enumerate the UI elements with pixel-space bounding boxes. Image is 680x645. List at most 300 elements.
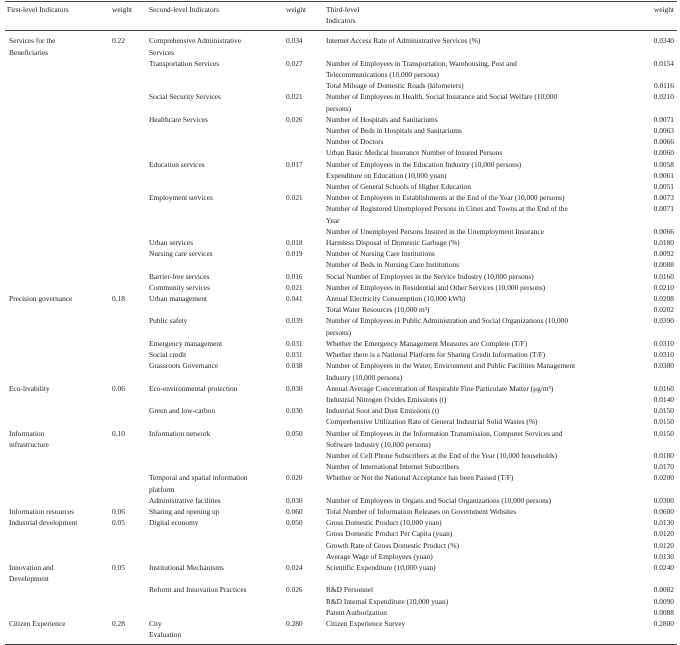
first-weight-cell [110, 360, 147, 382]
first-weight-cell [110, 495, 147, 506]
third-weight-cell: 0.2800 [634, 618, 677, 645]
second-level-cell: Grassroots Governance [149, 361, 219, 371]
third-weight-cell: 0.0090 [653, 596, 674, 606]
table-row [5, 349, 677, 360]
second-weight-cell [284, 80, 324, 91]
third-level-cell: Number of Doctors [326, 137, 384, 147]
second-level-cell: Comprehensive Administrative Services [149, 36, 242, 57]
table-row [5, 159, 677, 170]
table-row [5, 147, 677, 158]
first-level-cell [5, 136, 110, 147]
second-level-cell: Sharing and opening up [149, 506, 220, 516]
second-weight-cell [284, 450, 324, 461]
third-weight-cell: 0.0208 [653, 294, 674, 304]
first-level-cell [5, 226, 110, 237]
first-weight-cell [110, 405, 147, 416]
second-level-cell: Green and low-carbon [149, 406, 216, 416]
indicator-table [5, 1, 677, 645]
third-level-cell: Patent Authorization [326, 607, 387, 617]
table-row [5, 259, 677, 270]
third-level-cell: Industrial Soot and Dust Emissions (t) [326, 406, 440, 416]
third-weight-cell: 0.0120 [653, 529, 674, 539]
table-row [5, 237, 677, 248]
third-level-cell: Number of International Internet Subscribers [326, 462, 459, 472]
first-level-cell [5, 405, 110, 416]
second-level-cell [147, 136, 284, 147]
first-weight-cell: 0.06 [112, 506, 125, 516]
table-row [5, 136, 677, 147]
third-level-cell: Number of Employees in Health, Social Insurance and Social Welfare (10,000 persons) [326, 92, 558, 113]
first-level-cell [5, 192, 110, 203]
second-weight-cell [284, 607, 324, 618]
first-weight-cell [110, 226, 147, 237]
third-weight-cell: 0.0071 [653, 204, 674, 214]
third-level-cell: Scientific Expenditure (10,000 yuan) [326, 562, 436, 572]
third-weight-cell: 0.0210 [653, 282, 674, 292]
first-weight-cell [110, 203, 147, 225]
third-level-cell: Total Mileage of Domestic Roads (kilometers) [326, 81, 464, 91]
first-level-cell [5, 607, 110, 618]
second-level-cell: Employment services [149, 193, 213, 203]
third-weight-cell: 0.0063 [653, 126, 674, 136]
table-row [5, 472, 677, 494]
first-weight-cell: 0.10 [112, 428, 125, 438]
third-level-cell: Total Number of Information Releases on Government Websites [326, 506, 517, 516]
third-level-cell: Whether there is a National Platform for Sharing Credit Information (T/F) [326, 350, 546, 360]
first-level-cell [5, 282, 110, 293]
second-weight-cell [284, 304, 324, 315]
first-level-cell [5, 315, 110, 337]
third-level-cell: Social Number of Employees in the Service Industry (10,000 persons) [326, 271, 534, 281]
second-weight-cell [284, 596, 324, 607]
first-weight-cell: 0.22 [112, 36, 125, 46]
first-weight-cell [110, 338, 147, 349]
third-level-cell: Expenditure on Education (10,000 yuan) [326, 170, 447, 180]
third-level-cell: Number of Beds in Hospitals and Sanitariums [326, 126, 462, 136]
table-row [5, 58, 677, 80]
third-weight-cell: 0.0051 [653, 182, 674, 192]
second-weight-cell: 0.038 [286, 361, 303, 371]
table-row [5, 181, 677, 192]
second-weight-cell: 0.030 [286, 406, 303, 416]
first-weight-cell [110, 147, 147, 158]
third-level-header: Third-level Indicators [324, 2, 634, 31]
second-weight-header: weight [284, 2, 324, 31]
first-level-cell [5, 114, 110, 125]
second-level-cell: Urban management [149, 294, 208, 304]
second-level-cell: Reform and Innovation Practices [149, 585, 247, 595]
table-row [5, 125, 677, 136]
third-weight-cell: 0.0071 [653, 114, 674, 124]
table-body [5, 31, 677, 645]
second-level-cell: Temporal and spatial information platform [149, 473, 248, 494]
second-level-cell [147, 607, 284, 618]
first-weight-cell [110, 315, 147, 337]
first-weight-cell [110, 136, 147, 147]
third-level-cell: Number of General Schools of Higher Education [326, 182, 471, 192]
second-level-cell: Nursing care services [149, 249, 213, 259]
first-level-cell [5, 528, 110, 539]
table-row [5, 91, 677, 113]
table-row [5, 80, 677, 91]
second-level-cell [147, 528, 284, 539]
first-weight-cell [110, 450, 147, 461]
first-weight-cell [110, 248, 147, 259]
third-level-cell: Number of Employees in Residential and Other Services (10,000 persons) [326, 282, 546, 292]
second-level-cell: Eco-environmental protection [149, 383, 238, 393]
third-weight-header: weight [634, 2, 677, 31]
first-weight-cell [110, 237, 147, 248]
third-weight-cell: 0.0240 [653, 562, 674, 572]
second-level-cell [147, 259, 284, 270]
third-level-cell: Number of Employees in Organs and Social Organizations (10,000 persons) [326, 495, 552, 505]
first-weight-cell [110, 282, 147, 293]
table-row [5, 315, 677, 337]
first-weight-cell [110, 58, 147, 80]
second-weight-cell [284, 540, 324, 551]
table-row [5, 528, 677, 539]
second-level-cell: Urban services [149, 238, 194, 248]
first-level-cell: Innovation and Development [9, 562, 54, 584]
first-weight-header: weight [110, 2, 147, 31]
second-weight-cell: 0.280 [284, 618, 324, 645]
second-level-cell [147, 226, 284, 237]
table-row [5, 551, 677, 562]
second-level-cell: Institutional Mechanisms [149, 562, 224, 572]
first-weight-cell: 0.06 [112, 383, 125, 393]
second-level-cell: Healthcare Services [149, 114, 208, 124]
third-level-cell: Gross Domestic Product Per Capita (yuan) [326, 529, 453, 539]
table-row [5, 282, 677, 293]
second-weight-cell [284, 203, 324, 225]
table-row [5, 428, 677, 450]
first-weight-cell [110, 607, 147, 618]
table-row [5, 114, 677, 125]
table-header [5, 2, 677, 31]
third-weight-cell: 0.0180 [653, 450, 674, 460]
first-level-cell [5, 271, 110, 282]
third-level-cell: Urban Basic Medical Insurance Number of Insured Persons [326, 148, 503, 158]
second-weight-cell [284, 528, 324, 539]
first-level-cell [5, 304, 110, 315]
table-row [5, 506, 677, 517]
third-weight-cell: 0.0160 [653, 383, 674, 393]
second-weight-cell: 0.020 [286, 473, 303, 483]
first-level-cell [5, 584, 110, 595]
second-weight-cell [284, 416, 324, 427]
second-weight-cell [284, 147, 324, 158]
third-level-cell: Number of Employees in Public Administration and Social Organizations (10,000 persons) [326, 316, 569, 337]
third-weight-cell: 0.0150 [653, 428, 674, 438]
third-level-cell: Gross Domestic Product (10,000 yuan) [326, 518, 442, 528]
first-weight-cell [110, 192, 147, 203]
first-level-cell [5, 596, 110, 607]
second-level-cell: Digital economy [149, 518, 199, 528]
table-row [5, 226, 677, 237]
first-weight-cell [110, 80, 147, 91]
first-weight-cell [110, 114, 147, 125]
first-level-cell [5, 551, 110, 562]
first-weight-cell [110, 394, 147, 405]
third-level-cell: Number of Registered Unemployed Persons in Cities and Towns at the End of the Year [326, 204, 568, 225]
third-weight-cell: 0.0202 [653, 305, 674, 315]
second-weight-cell: 0.060 [286, 506, 303, 516]
first-level-cell [5, 540, 110, 551]
first-weight-cell: 0.18 [112, 294, 125, 304]
third-weight-cell: 0.0088 [653, 607, 674, 617]
second-level-cell: City Evaluation [147, 618, 284, 645]
table-row [5, 584, 677, 595]
second-weight-cell: 0.021 [286, 282, 303, 292]
table-row [5, 248, 677, 259]
table-row [5, 607, 677, 618]
third-level-cell: Number of Unemployed Persons Insured in the Unemployment Insurance [326, 226, 544, 236]
first-weight-cell: 0.28 [110, 618, 147, 645]
table-row [5, 170, 677, 181]
first-level-cell [5, 416, 110, 427]
first-level-cell [5, 170, 110, 181]
second-weight-cell: 0.031 [286, 350, 303, 360]
table-row [5, 271, 677, 282]
second-weight-cell: 0.021 [286, 92, 303, 102]
table-row [5, 203, 677, 225]
second-level-cell [147, 551, 284, 562]
third-weight-cell: 0.0180 [653, 238, 674, 248]
third-weight-cell: 0.0061 [653, 170, 674, 180]
third-level-cell: R&D Personnel [326, 585, 374, 595]
first-weight-cell: 0.05 [112, 562, 125, 572]
first-weight-cell [110, 181, 147, 192]
second-weight-cell: 0.018 [286, 238, 303, 248]
first-weight-cell [110, 159, 147, 170]
header-row [5, 2, 677, 31]
second-level-cell [147, 461, 284, 472]
third-level-cell: Whether the Emergency Management Measures are Complete (T/F) [326, 338, 528, 348]
second-weight-cell: 0.030 [286, 383, 303, 393]
third-level-cell: Number of Employees in the Education Industry (10,000 persons) [326, 159, 522, 169]
first-level-cell: Precision governance [9, 294, 73, 304]
second-weight-cell [284, 259, 324, 270]
first-level-cell [5, 248, 110, 259]
second-level-cell [147, 125, 284, 136]
second-weight-cell [284, 181, 324, 192]
second-weight-cell [284, 551, 324, 562]
third-weight-cell: 0.0130 [653, 551, 674, 561]
third-level-cell: Internet Access Rate of Administrative Services (%) [326, 36, 481, 46]
first-level-cell [5, 338, 110, 349]
first-level-cell [5, 472, 110, 494]
second-level-cell: Social credit [149, 350, 187, 360]
second-level-header: Second-level Indicators [147, 2, 284, 31]
second-level-cell: Transportation Services [149, 58, 220, 68]
second-level-cell: Administrative facilities [149, 495, 221, 505]
third-weight-cell: 0.0390 [653, 316, 674, 326]
first-level-cell [5, 450, 110, 461]
first-level-cell: Information infrastructure [9, 428, 49, 449]
second-level-cell [147, 450, 284, 461]
first-weight-cell [110, 170, 147, 181]
first-level-cell [5, 461, 110, 472]
third-level-cell: Citizen Experience Survey [324, 618, 634, 645]
third-level-cell: Average Wage of Employees (yuan) [326, 551, 433, 561]
second-level-cell [147, 80, 284, 91]
first-level-cell [5, 125, 110, 136]
second-level-cell [147, 394, 284, 405]
third-weight-cell: 0.0300 [653, 495, 674, 505]
third-weight-cell: 0.0200 [653, 473, 674, 483]
third-weight-cell: 0.0210 [653, 92, 674, 102]
second-level-cell: Education services [149, 159, 205, 169]
third-weight-cell: 0.0120 [653, 540, 674, 550]
first-level-cell [5, 159, 110, 170]
first-weight-cell [110, 472, 147, 494]
first-level-header: First-level Indicators [5, 2, 110, 31]
second-weight-cell: 0.027 [286, 58, 303, 68]
table-row [5, 450, 677, 461]
third-weight-cell: 0.0340 [653, 36, 674, 46]
first-weight-cell [110, 596, 147, 607]
third-level-cell: Number of Cell Phone Subscribers at the End of the Year (10,000 households) [326, 450, 558, 460]
first-weight-cell [110, 584, 147, 595]
third-weight-cell: 0.0066 [653, 137, 674, 147]
third-level-cell: Harmless Disposal of Domestic Garbage (%) [326, 238, 460, 248]
table-row [5, 517, 677, 528]
second-weight-cell: 0.019 [286, 249, 303, 259]
table-row [5, 495, 677, 506]
second-weight-cell [284, 125, 324, 136]
table-row [5, 304, 677, 315]
third-weight-cell: 0.0140 [653, 394, 674, 404]
second-level-cell: Emergency management [149, 338, 223, 348]
first-weight-cell [110, 349, 147, 360]
second-level-cell [147, 181, 284, 192]
first-level-cell: Services for the Beneficiaries [9, 36, 56, 57]
third-level-cell: Number of Employees in the Information Transmission, Computer Services and Software Industry (10,000 persons) [326, 428, 563, 449]
first-level-cell [5, 495, 110, 506]
second-level-cell [147, 170, 284, 181]
first-weight-cell [110, 125, 147, 136]
first-weight-cell [110, 461, 147, 472]
table-row [5, 383, 677, 394]
second-level-cell: Barrier-free services [149, 271, 210, 281]
third-weight-cell: 0.0130 [653, 518, 674, 528]
first-weight-cell: 0.05 [112, 518, 125, 528]
second-weight-cell: 0.024 [286, 562, 303, 572]
third-weight-cell: 0.0310 [653, 338, 674, 348]
first-weight-cell [110, 259, 147, 270]
table-row [5, 31, 677, 58]
second-level-cell [147, 203, 284, 225]
first-level-cell [5, 259, 110, 270]
second-level-cell [147, 596, 284, 607]
third-weight-cell: 0.0150 [653, 406, 674, 416]
third-weight-cell: 0.0073 [653, 193, 674, 203]
second-level-cell: Social Security Services [149, 92, 221, 102]
first-level-cell [5, 181, 110, 192]
table-row [5, 596, 677, 607]
table-row [5, 562, 677, 584]
second-level-cell: Public safety [149, 316, 188, 326]
second-weight-cell [284, 170, 324, 181]
first-level-cell [5, 360, 110, 382]
second-weight-cell: 0.034 [286, 36, 303, 46]
table-row [5, 394, 677, 405]
first-level-cell: Citizen Experience [5, 618, 110, 645]
third-level-cell: R&D Internal Expenditure (10,000 yuan) [326, 596, 449, 606]
first-weight-cell [110, 304, 147, 315]
first-weight-cell [110, 416, 147, 427]
second-weight-cell: 0.050 [286, 428, 303, 438]
second-weight-cell: 0.031 [286, 338, 303, 348]
third-weight-cell: 0.0154 [653, 58, 674, 68]
first-weight-cell [110, 271, 147, 282]
third-weight-cell: 0.0310 [653, 350, 674, 360]
third-level-cell: Number of Nursing Care Institutions [326, 249, 435, 259]
first-weight-cell [110, 528, 147, 539]
table-row [5, 360, 677, 382]
third-weight-cell: 0.0170 [653, 462, 674, 472]
third-weight-cell: 0.0600 [653, 506, 674, 516]
table-row [5, 338, 677, 349]
second-weight-cell: 0.017 [286, 159, 303, 169]
first-weight-cell [110, 540, 147, 551]
second-weight-cell: 0.030 [286, 495, 303, 505]
third-level-cell: Number of Beds in Nursing Care Institutions [326, 260, 460, 270]
second-weight-cell: 0.026 [286, 114, 303, 124]
second-weight-cell: 0.016 [286, 271, 303, 281]
third-level-cell: Comprehensive Utilization Rate of General Industrial Solid Wastes (%) [326, 417, 538, 427]
table-row [5, 540, 677, 551]
second-level-cell: Community services [149, 282, 210, 292]
second-weight-cell [284, 394, 324, 405]
third-weight-cell: 0.0060 [653, 148, 674, 158]
second-weight-cell: 0.050 [286, 518, 303, 528]
second-level-cell [147, 304, 284, 315]
third-level-cell: Total Water Resources (10,000 m³) [326, 305, 430, 315]
first-level-cell [5, 203, 110, 225]
third-level-cell: Number of Hospitals and Sanitariums [326, 114, 438, 124]
first-level-cell: Information resources [9, 506, 75, 516]
first-level-cell [5, 394, 110, 405]
first-level-cell: Eco-livability [9, 383, 50, 393]
table-row [5, 618, 677, 645]
table-row [5, 293, 677, 304]
second-weight-cell [284, 461, 324, 472]
third-weight-cell: 0.0088 [653, 260, 674, 270]
second-level-cell: Information network [149, 428, 211, 438]
first-level-cell [5, 349, 110, 360]
third-level-cell: Number of Employees in Establishments at the End of the Year (10,000 persons) [326, 193, 565, 203]
third-level-cell: Annual Electricity Consumption (10,000 kWh) [326, 294, 466, 304]
table-row [5, 405, 677, 416]
third-weight-cell: 0.0380 [653, 361, 674, 371]
third-weight-cell: 0.0066 [653, 226, 674, 236]
third-weight-cell: 0.0116 [653, 81, 674, 91]
first-level-cell [5, 147, 110, 158]
first-level-cell [5, 58, 110, 80]
third-level-cell: Industrial Nitrogen Oxides Emissions (t) [326, 394, 447, 404]
table-row [5, 461, 677, 472]
third-level-cell: Number of Employees in Transportation, Warehousing, Post and Telecommunications (10,000 persons) [326, 58, 517, 80]
first-weight-cell [110, 91, 147, 113]
second-weight-cell [284, 136, 324, 147]
second-level-cell [147, 416, 284, 427]
first-level-cell [5, 91, 110, 113]
third-weight-cell: 0.0058 [653, 159, 674, 169]
second-weight-cell: 0.021 [286, 193, 303, 203]
third-level-cell: Whether or Not the National Acceptance has been Passed (T/F) [326, 473, 514, 483]
third-level-cell: Annual Average Concentration of Respirable Fine Particulate Matter (μg/m³) [326, 383, 554, 393]
